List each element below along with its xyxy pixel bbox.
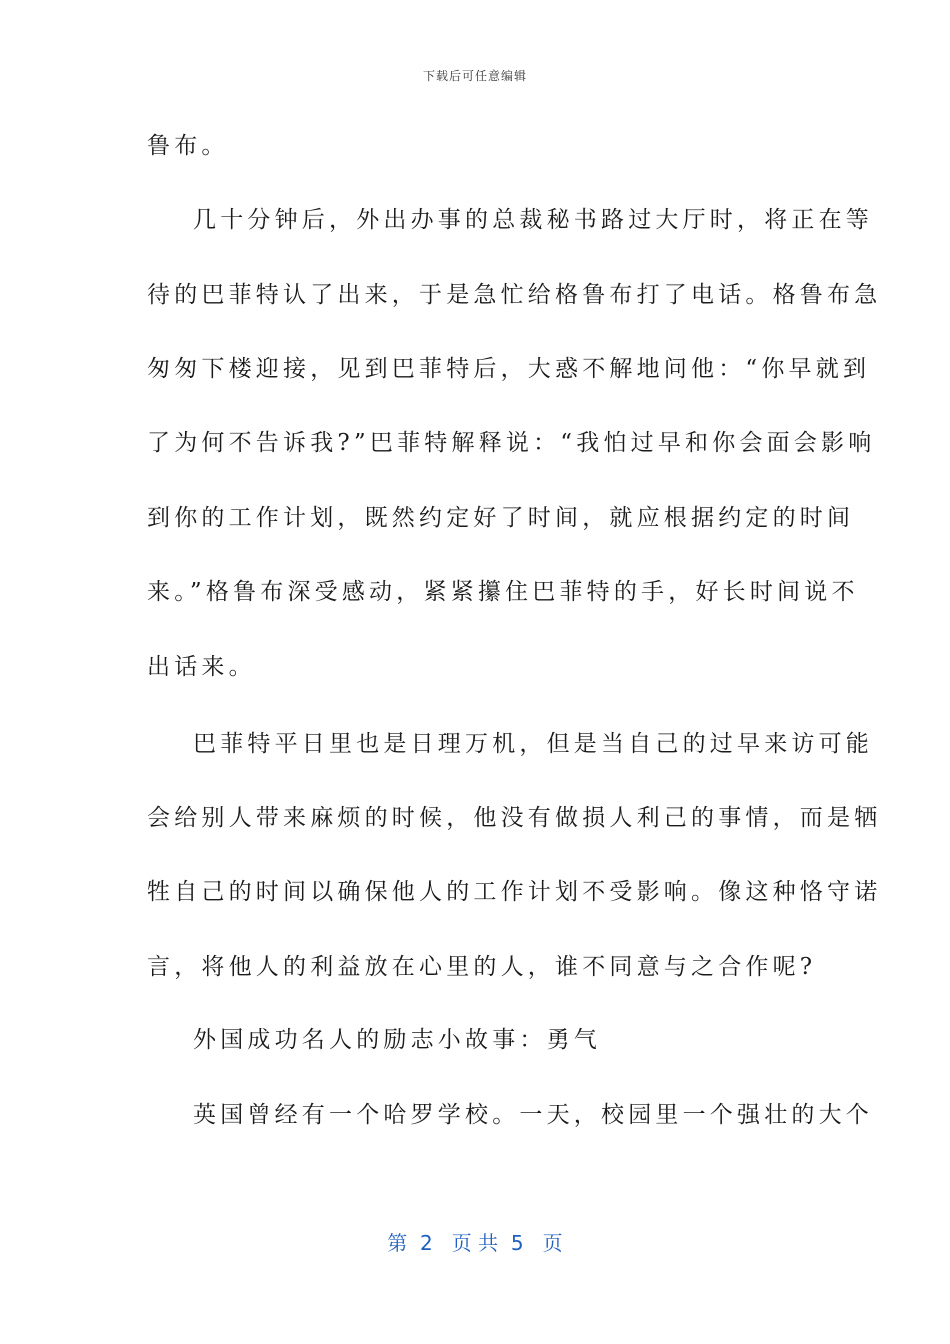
text-line: 会给别人带来麻烦的时候，他没有做损人利己的事情，而是牺 — [147, 805, 882, 831]
text-line: 英国曾经有一个哈罗学校。一天，校园里一个强壮的大个 — [193, 1102, 873, 1128]
text-line: 待的巴菲特认了出来，于是急忙给格鲁布打了电话。格鲁布急 — [147, 282, 882, 308]
section-heading: 外国成功名人的励志小故事：勇气 — [193, 1027, 601, 1053]
page-header: 下载后可任意编辑 — [422, 69, 527, 83]
text-line: 匆匆下楼迎接，见到巴菲特后，大惑不解地问他：“你早就到 — [147, 356, 871, 382]
text-line: 牲自己的时间以确保他人的工作计划不受影响。像这种恪守诺 — [147, 879, 882, 905]
text-line: 来。”格鲁布深受感动，紧紧攥住巴菲特的手，好长时间说不 — [147, 579, 859, 605]
text-line: 了为何不告诉我?”巴菲特解释说：“我怕过早和你会面会影响 — [147, 430, 876, 456]
page-number-footer: 第 2 页 共 5 页 — [387, 1231, 563, 1255]
text-line: 几十分钟后，外出办事的总裁秘书路过大厅时，将正在等 — [193, 207, 873, 233]
text-line: 鲁布。 — [147, 133, 229, 159]
text-line: 言，将他人的利益放在心里的人，谁不同意与之合作呢? — [147, 954, 817, 980]
text-line: 巴菲特平日里也是日理万机，但是当自己的过早来访可能 — [193, 731, 873, 757]
text-line: 到你的工作计划，既然约定好了时间，就应根据约定的时间 — [147, 505, 855, 531]
text-line: 出话来。 — [147, 654, 256, 680]
